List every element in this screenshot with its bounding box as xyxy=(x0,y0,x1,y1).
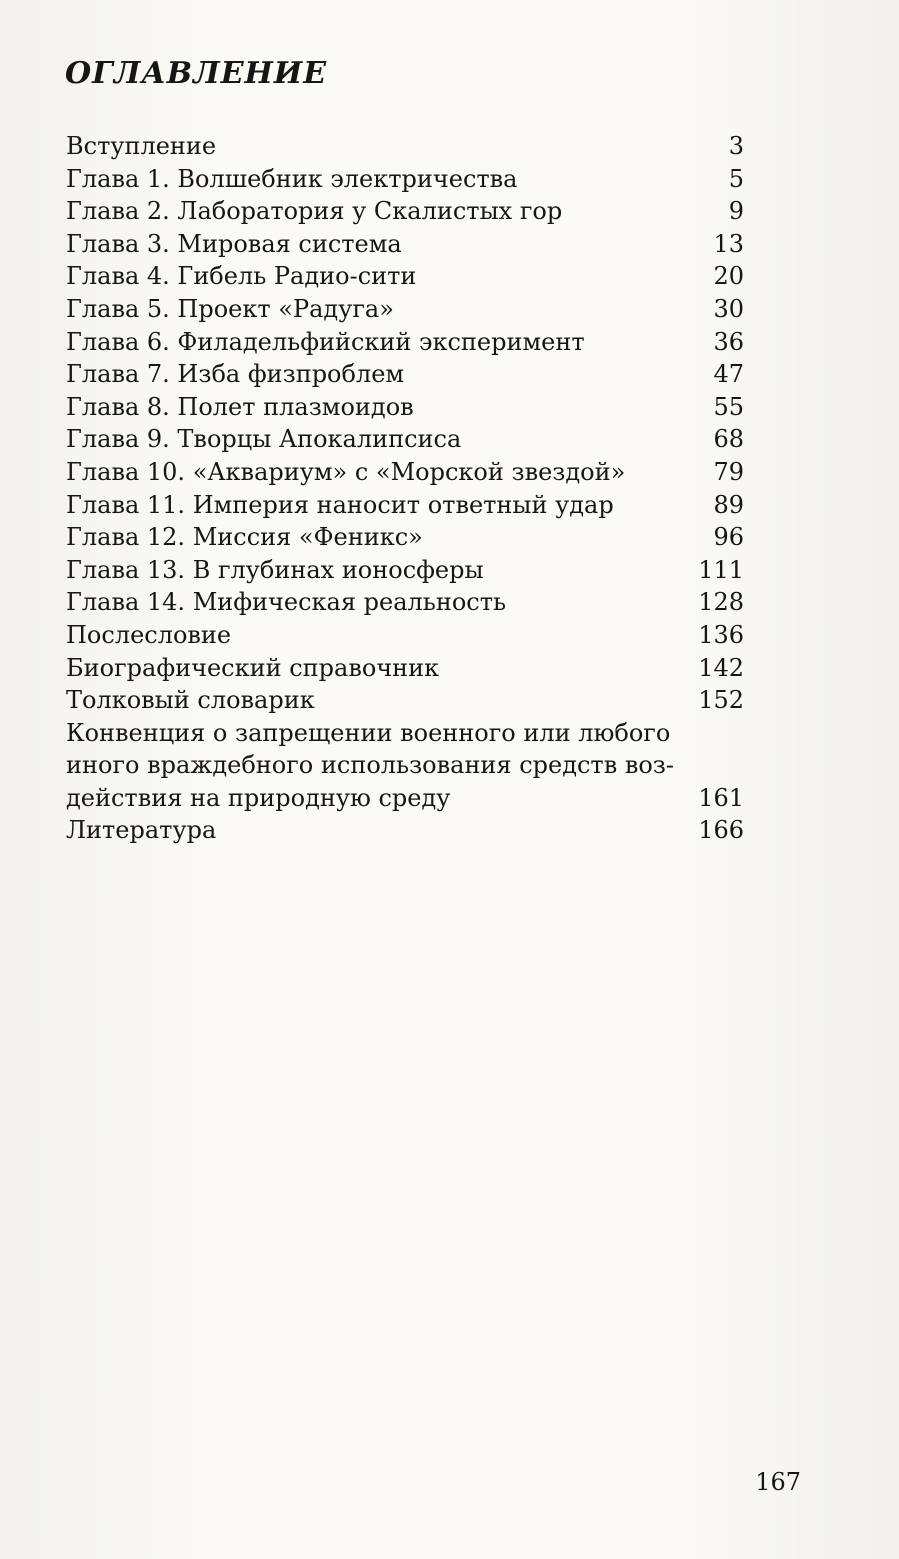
toc-item-page: 20 xyxy=(713,262,744,291)
toc-item-title: Глава 2. Лаборатория у Скалистых гор xyxy=(66,197,563,226)
toc-item-title: Глава 11. Империя наносит ответный удар xyxy=(66,490,614,519)
toc-item-page: 3 xyxy=(728,132,744,160)
toc-item-literature xyxy=(66,814,746,847)
toc-item-chapter-3 xyxy=(66,228,746,261)
toc-item-title: Глава 7. Изба физпроблем xyxy=(66,360,405,389)
toc-item-chapter-13 xyxy=(66,554,746,587)
toc-item-chapter-12 xyxy=(66,521,746,554)
toc-item-title: Толковый словарик xyxy=(66,686,315,715)
toc-item-title: Литература xyxy=(66,816,217,845)
toc-item-title: Глава 9. Творцы Апокалипсиса xyxy=(66,425,462,454)
toc-item-chapter-5 xyxy=(66,293,746,326)
toc-item-page: 166 xyxy=(698,816,744,845)
toc-item-title: Вступление xyxy=(66,132,217,160)
toc-item-title: Биографический справочник xyxy=(66,653,440,682)
toc-item-title: Глава 5. Проект «Радуга» xyxy=(66,294,394,323)
toc-item-page: 5 xyxy=(728,164,744,193)
toc-item-chapter-10 xyxy=(66,456,746,489)
toc-item-page: 36 xyxy=(713,327,744,356)
toc-item-title: Глава 8. Полет плазмоидов xyxy=(66,392,414,421)
toc-item-chapter-8 xyxy=(66,391,746,424)
toc-item-page: 79 xyxy=(713,457,744,486)
toc-item-chapter-2 xyxy=(66,195,746,228)
toc-item-convention xyxy=(66,717,746,815)
page-number: 167 xyxy=(755,1468,801,1496)
toc-item-title: Глава 1. Волшебник электричества xyxy=(66,164,518,193)
toc-item-title: Послесловие xyxy=(66,620,232,649)
toc-item-title xyxy=(66,717,674,815)
toc-title-line: действия на природную среду xyxy=(66,783,451,812)
toc-item-chapter-1 xyxy=(66,163,746,196)
toc-item-title: Глава 6. Филадельфийский эксперимент xyxy=(66,327,585,356)
toc-item-page: 96 xyxy=(713,523,744,552)
toc-item-chapter-14 xyxy=(66,586,746,619)
toc-item-title: Глава 4. Гибель Радио-сити xyxy=(66,262,417,291)
toc-item-page: 47 xyxy=(713,360,744,389)
toc-title-line: Конвенция о запрещении военного или любого xyxy=(66,718,671,747)
toc-item-title: Глава 13. В глубинах ионосферы xyxy=(66,555,484,584)
toc-item-chapter-9 xyxy=(66,423,746,456)
toc-item-chapter-7 xyxy=(66,358,746,391)
toc-item-chapter-6 xyxy=(66,326,746,359)
toc-item-page: 128 xyxy=(698,588,744,617)
toc-item-title: Глава 3. Мировая система xyxy=(66,229,402,258)
toc-item-page: 30 xyxy=(713,294,744,323)
toc-item-page: 55 xyxy=(713,392,744,421)
toc-item-page: 136 xyxy=(698,620,744,649)
toc-item-biography xyxy=(66,652,746,685)
toc-heading: ОГЛАВЛЕНИЕ xyxy=(65,56,328,91)
toc-item-title: Глава 12. Миссия «Феникс» xyxy=(66,523,423,552)
toc-item-chapter-4 xyxy=(66,260,746,293)
toc-item-chapter-11 xyxy=(66,489,746,522)
toc-item-glossary xyxy=(66,684,746,717)
toc-item-page: 13 xyxy=(713,229,744,258)
toc-item-page: 68 xyxy=(713,425,744,454)
table-of-contents xyxy=(66,130,746,847)
toc-item-afterword xyxy=(66,619,746,652)
toc-item-page: 111 xyxy=(698,555,744,584)
toc-item-page: 152 xyxy=(698,686,744,715)
toc-item-title: Глава 10. «Аквариум» с «Морской звездой» xyxy=(66,457,626,486)
toc-item-page: 9 xyxy=(728,197,744,226)
toc-title-line: иного враждебного использования средств воз- xyxy=(66,751,675,780)
toc-item-title: Глава 14. Мифическая реальность xyxy=(66,588,507,617)
toc-item-page: 142 xyxy=(698,653,744,682)
toc-item-introduction xyxy=(66,130,746,163)
toc-item-page: 89 xyxy=(713,490,744,519)
toc-item-page: 161 xyxy=(698,783,744,812)
